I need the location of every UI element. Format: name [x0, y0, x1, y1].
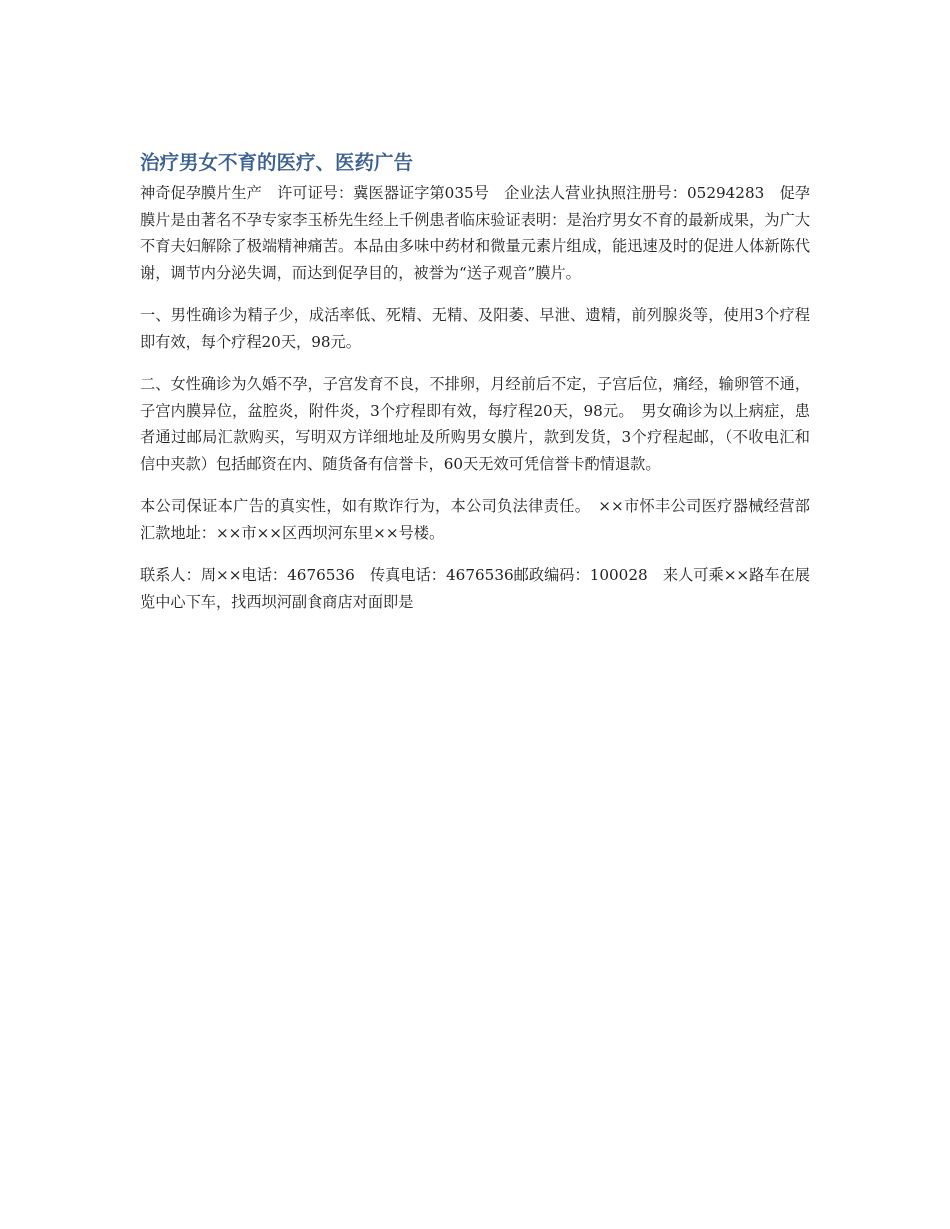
- paragraph-intro: 神奇促孕膜片生产 许可证号：冀医器证字第035号 企业法人营业执照注册号：05294283 促孕膜片是由著名不孕专家李玉桥先生经上千例患者临床验证表明：是治疗男女不育的最新成果，为广大不育夫妇解除了极端精神痛苦。本品由多味中药材和微量元素片组成，能迅速及时的促进人体新陈代谢，调节内分泌失调，而达到促孕目的，被誉为“送子观音”膜片。: [140, 184, 810, 282]
- document-title: 治疗男女不育的医疗、医药广告: [140, 151, 414, 174]
- paragraph-female: 二、女性确诊为久婚不孕，子宫发育不良，不排卵，月经前后不定，子宫后位，痛经，输卵管不通，子宫内膜异位，盆腔炎，附件炎，3个疗程即有效，每疗程20天，98元。 男女确诊为以上病症，患者通过邮局汇款购买，写明双方详细地址及所购男女膜片，款到发货，3个疗程起邮，（不收电汇和信中夹款）包括邮资在内、随货备有信誉卡，60天无效可凭信誉卡酌情退款。: [140, 375, 810, 473]
- paragraph-male: 一、男性确诊为精子少，成活率低、死精、无精、及阳萎、早泄、遗精，前列腺炎等，使用3个疗程即有效，每个疗程20天，98元。: [140, 306, 810, 351]
- paragraph-guarantee: 本公司保证本广告的真实性，如有欺诈行为，本公司负法律责任。 ××市怀丰公司医疗器械经营部 汇款地址：××市××区西坝河东里××号楼。: [140, 497, 826, 542]
- document-page: [140, 148, 826, 631]
- paragraph-contact: 联系人：周××电话：4676536 传真电话：4676536邮政编码：100028 来人可乘××路车在展览中心下车，找西坝河副食商店对面即是: [140, 566, 810, 611]
